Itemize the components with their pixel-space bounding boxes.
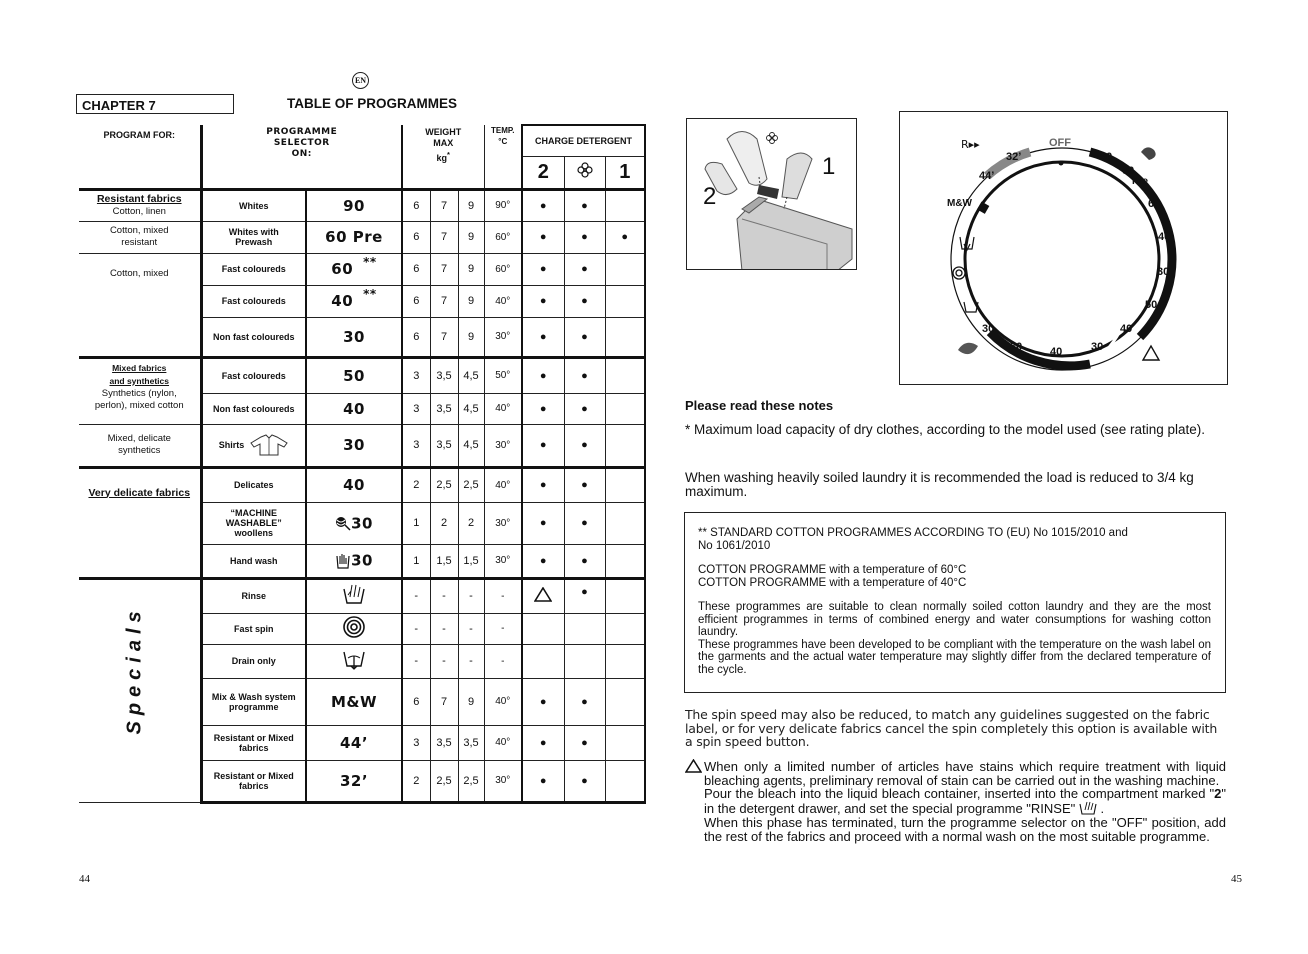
weight-mid: -: [430, 613, 458, 644]
dose-1: [605, 760, 645, 802]
dose-2: ●: [522, 544, 564, 578]
dose-softener: ●: [564, 221, 605, 253]
temp: -: [484, 644, 522, 678]
dose-2: ●: [522, 502, 564, 544]
weight-max: -: [458, 578, 484, 613]
weight-mid: 2: [430, 502, 458, 544]
table-title: TABLE OF PROGRAMMES: [287, 96, 457, 111]
dose-2: [522, 613, 564, 644]
dose-softener: ●: [564, 502, 605, 544]
weight-mid: 7: [430, 221, 458, 253]
temp: 30°: [484, 424, 522, 467]
temp: 30°: [484, 760, 522, 802]
dial-90: 90: [1100, 151, 1113, 163]
temp: 90°: [484, 189, 522, 221]
detergent-drawer-illustration: [686, 118, 857, 270]
selector-90: 90: [306, 189, 402, 221]
prog-mix-wash: Mix & Wash system programme: [201, 678, 306, 725]
dose-1: [605, 357, 645, 393]
weight-mid: 7: [430, 253, 458, 285]
dose-1: [605, 725, 645, 760]
dose-2: ●: [522, 678, 564, 725]
temp: -: [484, 578, 522, 613]
dose-1: ●: [605, 221, 645, 253]
selector-rinse: [306, 578, 402, 613]
dose-2: ●: [522, 317, 564, 357]
warning-triangle-icon: [685, 759, 702, 773]
shirt-icon: [249, 434, 289, 456]
dose-2: ●: [522, 467, 564, 502]
weight-min: 6: [402, 253, 430, 285]
dose-softener: ●: [564, 760, 605, 802]
temp: 40°: [484, 393, 522, 424]
weight-mid: 7: [430, 678, 458, 725]
group-cotton-mixed-resistant: Cotton, mixed resistant: [79, 221, 201, 253]
prog-fast-coloureds: Fast coloureds: [201, 253, 306, 285]
temp: 40°: [484, 725, 522, 760]
compartment-2: 2: [522, 156, 564, 189]
weight-max: 2: [458, 502, 484, 544]
dose-softener: [564, 644, 605, 678]
temp: -: [484, 613, 522, 644]
spin-icon: [342, 615, 366, 639]
weight-max: 9: [458, 317, 484, 357]
dose-softener: ●: [564, 285, 605, 317]
dose-softener: ●: [564, 189, 605, 221]
prog-fast-coloureds: Fast coloureds: [201, 285, 306, 317]
prog-non-fast-coloureds: Non fast coloureds: [201, 393, 306, 424]
selector-mw: M&W: [306, 678, 402, 725]
language-badge: EN: [352, 72, 369, 89]
header-selector: PROGRAMME SELECTOR ON:: [201, 125, 402, 189]
page-number-right: 45: [1231, 873, 1242, 885]
rinse-icon: [1079, 801, 1097, 815]
weight-min: -: [402, 578, 430, 613]
temp: 40°: [484, 285, 522, 317]
dose-softener: ●: [564, 678, 605, 725]
dose-2: ●: [522, 221, 564, 253]
dose-softener: ●: [564, 393, 605, 424]
dose-2: ●: [522, 424, 564, 467]
weight-mid: 7: [430, 317, 458, 357]
weight-max: 4,5: [458, 424, 484, 467]
prog-rinse: Rinse: [201, 578, 306, 613]
dose-1: [605, 253, 645, 285]
dose-1: [605, 317, 645, 357]
weight-min: 1: [402, 544, 430, 578]
prog-drain-only: Drain only: [201, 644, 306, 678]
weight-min: 3: [402, 424, 430, 467]
rinse-hold-label: R▸▸: [961, 138, 980, 151]
prog-fast-spin: Fast spin: [201, 613, 306, 644]
warning-triangle-icon: [534, 587, 552, 602]
weight-mid: 3,5: [430, 393, 458, 424]
weight-mid: 2,5: [430, 467, 458, 502]
dial-off-label: OFF: [1049, 137, 1071, 149]
dose-2: ●: [522, 253, 564, 285]
temp: 60°: [484, 221, 522, 253]
group-delicate-synthetics: Mixed, delicate synthetics: [79, 424, 201, 467]
weight-mid: 3,5: [430, 725, 458, 760]
wool-icon: [335, 515, 351, 531]
selector-50: 50: [306, 357, 402, 393]
flower-icon: [577, 162, 593, 178]
selector-wool-30: 30: [306, 502, 402, 544]
dial-pre: Pre: [1132, 176, 1149, 187]
prog-delicates: Delicates: [201, 467, 306, 502]
dose-softener: ●: [564, 467, 605, 502]
weight-max: 9: [458, 189, 484, 221]
dial-50: 50: [1145, 299, 1158, 311]
weight-min: 3: [402, 357, 430, 393]
temp: 40°: [484, 678, 522, 725]
prog-shirts: Shirts: [201, 424, 306, 467]
dose-softener: ●: [564, 725, 605, 760]
weight-max: 9: [458, 678, 484, 725]
weight-mid: 1,5: [430, 544, 458, 578]
dose-1: [605, 578, 645, 613]
prog-hand-wash: Hand wash: [201, 544, 306, 578]
dose-1: [605, 393, 645, 424]
dial-44: 44’: [979, 170, 995, 182]
dose-1: [605, 678, 645, 725]
weight-max: 9: [458, 221, 484, 253]
selector-60-pre: 60 Pre: [306, 221, 402, 253]
dose-1: [605, 613, 645, 644]
chapter-label: CHAPTER 7: [76, 94, 234, 114]
header-detergent: CHARGE DETERGENT: [522, 125, 645, 156]
weight-mid: 7: [430, 189, 458, 221]
dial-hand-30: 30: [982, 323, 995, 335]
dial-syn-30: 30: [1091, 341, 1104, 353]
prog-resistant-mixed-32: Resistant or Mixed fabrics: [201, 760, 306, 802]
prog-resistant-mixed-44: Resistant or Mixed fabrics: [201, 725, 306, 760]
selector-30: 30: [306, 424, 402, 467]
weight-max: 9: [458, 285, 484, 317]
selector-60: 60 **: [306, 253, 402, 285]
weight-max: 1,5: [458, 544, 484, 578]
compartment-1: 1: [605, 156, 645, 189]
weight-min: 3: [402, 725, 430, 760]
weight-min: 6: [402, 221, 430, 253]
selector-40: 40 **: [306, 285, 402, 317]
group-very-delicate: Very delicate fabrics: [79, 467, 201, 578]
temp: 30°: [484, 317, 522, 357]
weight-mid: -: [430, 644, 458, 678]
temp: 60°: [484, 253, 522, 285]
weight-mid: 3,5: [430, 424, 458, 467]
dial-60: 60: [1148, 198, 1161, 210]
weight-max: 9: [458, 253, 484, 285]
group-resistant: Resistant fabrics Cotton, linen: [79, 189, 201, 221]
programmes-table: [79, 124, 646, 804]
dial-32: 32’: [1006, 151, 1022, 163]
temp: 50°: [484, 357, 522, 393]
weight-mid: 3,5: [430, 357, 458, 393]
dial-syn-40: 40: [1120, 323, 1133, 335]
dose-1: [605, 544, 645, 578]
dose-softener: ●: [564, 357, 605, 393]
dial-mw: M&W: [947, 198, 972, 209]
temp: 30°: [484, 502, 522, 544]
selector-44: 44’: [306, 725, 402, 760]
drawer-label-2: 2: [703, 183, 717, 210]
group-mixed-synthetics: Mixed fabrics and synthetics Synthetics (nylon, perlon), mixed cotton: [79, 357, 201, 424]
weight-max: 3,5: [458, 725, 484, 760]
notes-title: Please read these notes: [685, 398, 834, 413]
standard-cotton-box: ** STANDARD COTTON PROGRAMMES ACCORDING TO (EU) No 1015/2010 and No 1061/2010 COTTON PROGRAMME with a temperature of 60°C COTTON PROGRAMME with a temperature of 40°C These programmes are suitable to clean normally soiled cotton laundry and they are the most efficient programmes in terms of combined energy and water consumptions for washing cotton laundry. These programmes have been developed to be compliant with the temperature on the wash label on the garments and the actual water temperature may slightly differ from the declared temperature of the cycle.: [684, 512, 1226, 693]
selector-32: 32’: [306, 760, 402, 802]
prog-whites-prewash: Whites with Prewash: [201, 221, 306, 253]
dose-1: [605, 467, 645, 502]
weight-min: 3: [402, 393, 430, 424]
dial-30: 30: [1157, 266, 1170, 278]
selector-fast-spin: [306, 613, 402, 644]
dose-1: [605, 644, 645, 678]
bleach-note: When only a limited number of articles have stains which require treatment with liquid bleaching agents, preliminary removal of stain can be carried out in the washing machine. Pour the bleach into the liquid bleach container, inserted into the compartment marked "2" in the detergent drawer, and set the special programme "RINSE" . When this phase has terminated, turn the programme selector on the "OFF" position, add the rest of the fabrics and proceed with a normal wash on the most suitable programme.: [685, 760, 1226, 843]
dose-softener: ●: [564, 544, 605, 578]
page-number-left: 44: [79, 873, 90, 885]
dose-softener: ●: [564, 317, 605, 357]
weight-max: 4,5: [458, 393, 484, 424]
drawer-label-1: 1: [822, 153, 836, 180]
rinse-icon: [342, 583, 366, 605]
dial-60-pre: 60: [1122, 165, 1135, 177]
dose-1: [605, 285, 645, 317]
prog-whites: Whites: [201, 189, 306, 221]
dose-2: ●: [522, 357, 564, 393]
dose-2: ●: [522, 760, 564, 802]
weight-mid: 2,5: [430, 760, 458, 802]
drain-icon: [342, 648, 366, 670]
weight-max: 2,5: [458, 467, 484, 502]
dose-1: [605, 189, 645, 221]
weight-mid: -: [430, 578, 458, 613]
weight-min: -: [402, 644, 430, 678]
group-cotton-mixed: Cotton, mixed: [79, 253, 201, 357]
dial-wool-30: 30: [1010, 341, 1023, 353]
selector-hand-30: 30: [306, 544, 402, 578]
prog-non-fast-coloureds: Non fast coloureds: [201, 317, 306, 357]
spin-speed-note: The spin speed may also be reduced, to match any guidelines suggested on the fabric label, or for very delicate fabrics cancel the spin completely this option is available with a spin speed button.: [685, 707, 1218, 749]
header-weight: WEIGHT MAX kg*: [402, 125, 484, 189]
dose-2: ●: [522, 393, 564, 424]
programme-dial-illustration: [899, 111, 1228, 385]
weight-min: 6: [402, 678, 430, 725]
hand-wash-icon: [335, 552, 351, 570]
weight-min: -: [402, 613, 430, 644]
dose-softener: ●: [564, 253, 605, 285]
dial-delicate-40: 40: [1050, 346, 1063, 358]
dose-softener: ●: [564, 424, 605, 467]
selector-drain: [306, 644, 402, 678]
header-program-for: PROGRAM FOR:: [79, 125, 201, 189]
weight-min: 2: [402, 760, 430, 802]
temp: 30°: [484, 544, 522, 578]
dose-2: ●: [522, 189, 564, 221]
temp: 40°: [484, 467, 522, 502]
weight-min: 6: [402, 317, 430, 357]
weight-min: 6: [402, 285, 430, 317]
weight-min: 1: [402, 502, 430, 544]
dose-softener: [564, 613, 605, 644]
selector-30: 30: [306, 317, 402, 357]
weight-max: 4,5: [458, 357, 484, 393]
note-soiled-laundry: When washing heavily soiled laundry it is recommended the load is reduced to 3/4 kg maximum.: [685, 470, 1194, 499]
specials-label: Specials: [123, 605, 146, 735]
compartment-softener: [564, 156, 605, 189]
weight-max: -: [458, 644, 484, 678]
dose-1: [605, 424, 645, 467]
selector-40: 40: [306, 467, 402, 502]
dose-softener: ●: [564, 578, 605, 613]
weight-mid: 7: [430, 285, 458, 317]
weight-max: -: [458, 613, 484, 644]
dose-2: [522, 578, 564, 613]
dial-40: 40: [1158, 231, 1171, 243]
weight-min: 6: [402, 189, 430, 221]
note-max-load: * Maximum load capacity of dry clothes, according to the model used (see rating plate).: [685, 422, 1206, 437]
dose-1: [605, 502, 645, 544]
selector-40: 40: [306, 393, 402, 424]
header-temp: TEMP. °C: [484, 125, 522, 189]
prog-machine-washable-woollens: “MACHINE WASHABLE” woollens: [201, 502, 306, 544]
prog-fast-coloureds: Fast coloureds: [201, 357, 306, 393]
dose-2: [522, 644, 564, 678]
weight-max: 2,5: [458, 760, 484, 802]
dose-2: ●: [522, 725, 564, 760]
weight-min: 2: [402, 467, 430, 502]
dose-2: ●: [522, 285, 564, 317]
